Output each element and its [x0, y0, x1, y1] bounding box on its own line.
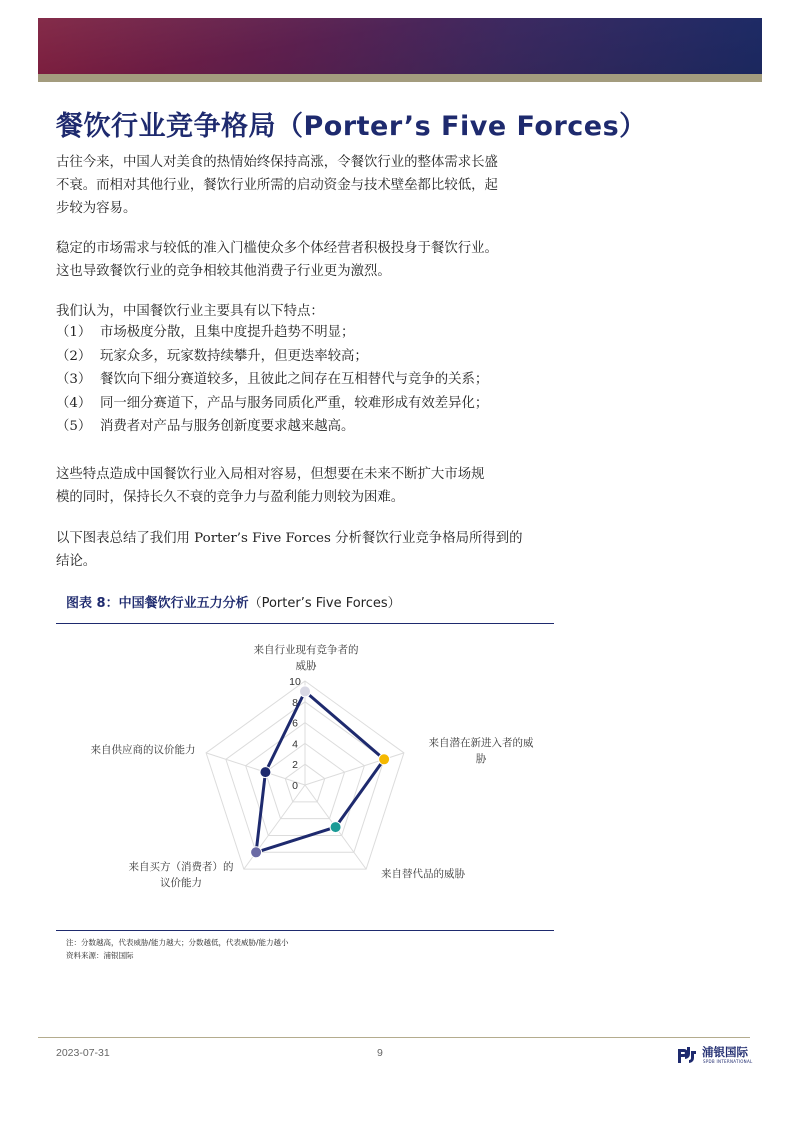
text-line: 以下图表总结了我们用 Porter’s Five Forces 分析餐饮行业竞争格局所得到的 [56, 531, 523, 546]
radar-axis-label [68, 742, 218, 758]
radar-tick-label: 10 [289, 676, 301, 688]
figure-source: 资料来源：浦银国际 [66, 951, 134, 960]
radar-data-point [251, 847, 262, 858]
radar-axis-label-line: 来自潜在新进入者的威 [428, 737, 534, 749]
paragraph-intro [56, 151, 596, 220]
radar-axis-line [206, 753, 305, 785]
radar-axis-label-line: 来自替代品的威胁 [381, 868, 465, 880]
traits-list [56, 321, 596, 439]
text-line: 这些特点造成中国餐饮行业入局相对容易，但想要在未来不断扩大市场规 [56, 467, 485, 482]
list-item: （4） 同一细分赛道下，产品与服务同质化严重，较难形成有效差异化； [56, 395, 489, 411]
logo-subtext: SPDB INTERNATIONAL [703, 1059, 753, 1064]
text-line: 步较为容易。 [56, 201, 137, 216]
radar-data-point [379, 754, 390, 765]
figure-caption [66, 592, 401, 611]
figure-caption-suffix: （Porter’s Five Forces） [248, 596, 401, 611]
figure-notes [66, 936, 289, 962]
radar-data-point [260, 767, 271, 778]
header-stripe [38, 74, 762, 82]
footer-date: 2023-07-31 [56, 1047, 110, 1059]
radar-tick-label: 4 [292, 738, 298, 751]
radar-axis-label [111, 859, 251, 891]
radar-tick-label: 0 [292, 780, 298, 792]
text-line: 这也导致餐饮行业的竞争相较其他消费子行业更为激烈。 [56, 264, 391, 279]
footer-rule [38, 1037, 750, 1038]
text-line: 古往今来，中国人对美食的热情始终保持高涨，令餐饮行业的整体需求长盛 [56, 155, 498, 170]
logo-icon [676, 1045, 698, 1065]
paragraph-conclusion [56, 463, 596, 509]
text-line: 模的同时，保持长久不衰的竞争力与盈利能力则较为困难。 [56, 490, 405, 505]
figure-top-rule [56, 623, 554, 624]
list-item: （3） 餐饮向下细分赛道较多，且彼此之间存在互相替代与竞争的关系； [56, 372, 489, 387]
figure-note: 注：分数越高，代表威胁/能力越大；分数越低，代表威胁/能力越小 [66, 938, 289, 947]
radar-data-point [330, 822, 341, 833]
text-line: 我们认为，中国餐饮行业主要具有以下特点： [56, 304, 324, 319]
text-line: 结论。 [56, 554, 97, 569]
radar-tick-label: 8 [292, 696, 298, 709]
list-item: （1） 市场极度分散，且集中度提升趋势不明显； [56, 325, 355, 340]
text-line: 不衰。而相对其他行业，餐饮行业所需的启动资金与技术壁垒都比较低，起 [56, 178, 498, 193]
company-logo [676, 1043, 756, 1069]
page-title: 餐饮行业竞争格局（Porter’s Five Forces） [56, 111, 647, 142]
figure-bottom-rule [56, 930, 554, 931]
paragraph-summary [56, 527, 596, 573]
radar-tick-label: 6 [292, 717, 298, 730]
radar-axis-label-line: 议价能力 [160, 877, 202, 889]
header-banner [38, 18, 762, 74]
page-number: 9 [377, 1047, 383, 1059]
text-line: 稳定的市场需求与较低的准入门槛使众多个体经营者积极投身于餐饮行业。 [56, 241, 498, 256]
radar-data-point [300, 686, 311, 697]
radar-axis-label-line: 来自买方（消费者）的 [128, 861, 234, 873]
radar-axis-label [411, 735, 551, 767]
radar-chart [56, 630, 554, 926]
radar-axis-label-line: 来自供应商的议价能力 [90, 744, 196, 756]
radar-tick-label: 2 [292, 759, 298, 772]
logo-text: 浦银国际 [702, 1045, 748, 1059]
list-item: （5） 消费者对产品与服务创新度要求越来越高。 [56, 419, 355, 434]
radar-axis-label [216, 642, 396, 674]
radar-axis-label-line: 来自行业现有竞争者的 [253, 644, 359, 656]
paragraph-market [56, 237, 596, 283]
radar-axis-label-line: 威胁 [295, 660, 317, 672]
figure-caption-bold: 图表 8：中国餐饮行业五力分析 [66, 596, 249, 611]
list-item: （2） 玩家众多，玩家数持续攀升，但更迭率较高； [56, 348, 368, 364]
paragraph-traits-intro [56, 300, 596, 323]
radar-axis-label [368, 866, 478, 882]
radar-series-line [256, 691, 384, 852]
radar-axis-label-line: 胁 [475, 753, 487, 765]
